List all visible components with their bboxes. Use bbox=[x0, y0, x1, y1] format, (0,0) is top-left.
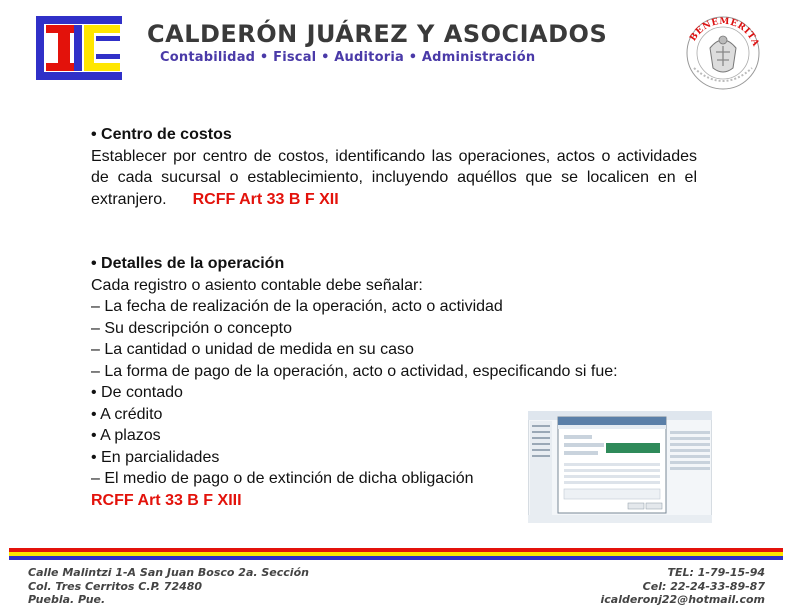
list-item: Cada registro o asiento contable debe señalar: bbox=[91, 276, 423, 294]
address-line: Calle Malintzi 1-A San Juan Bosco 2a. Sección bbox=[28, 566, 309, 579]
seal-text: BENEMERITA bbox=[688, 16, 761, 49]
section-title-centro-costos: • Centro de costos bbox=[91, 126, 232, 143]
footer-address bbox=[28, 566, 309, 607]
footer-stripe-blue bbox=[9, 556, 783, 560]
list-item: – La forma de pago de la operación, acto o actividad, especificando si fue: bbox=[91, 362, 618, 380]
contact-phone: TEL: 1-79-15-94 bbox=[667, 566, 765, 579]
university-seal bbox=[680, 8, 766, 94]
list-item: – Su descripción o concepto bbox=[91, 319, 293, 337]
address-line: Puebla. Pue. bbox=[28, 593, 106, 606]
list-item: • A plazos bbox=[91, 427, 161, 444]
list-item: • A crédito bbox=[91, 405, 163, 423]
contact-email: icalderonj22@hotmail.com bbox=[600, 593, 765, 606]
firm-logo bbox=[36, 16, 122, 80]
list-item: – La cantidad o unidad de medida en su caso bbox=[91, 341, 414, 358]
section-title-detalles: • Detalles de la operación bbox=[91, 255, 285, 272]
legal-reference: RCFF Art 33 B F XII bbox=[192, 190, 339, 208]
section-body-centro-costos bbox=[91, 146, 697, 211]
accounting-software-screenshot bbox=[528, 411, 712, 523]
address-line: Col. Tres Cerritos C.P. 72480 bbox=[28, 579, 203, 593]
firm-name: CALDERÓN JUÁREZ Y ASOCIADOS bbox=[147, 20, 608, 48]
list-item: – La fecha de realización de la operación, acto o actividad bbox=[91, 298, 503, 315]
footer-contact bbox=[600, 566, 765, 607]
list-item: • De contado bbox=[91, 384, 183, 401]
contact-cell: Cel: 22-24-33-89-87 bbox=[642, 579, 765, 593]
list-item: • En parcialidades bbox=[91, 448, 220, 466]
list-item: – El medio de pago o de extinción de dicha obligación bbox=[91, 470, 474, 487]
section-body-text: Establecer por centro de costos, identificando las operaciones, actos o actividades de cada sucursal o establecimiento, incluyendo aquéllos que se localicen en el extranjero. bbox=[91, 147, 697, 208]
legal-reference: RCFF Art 33 B F XIII bbox=[91, 491, 242, 509]
firm-tagline: Contabilidad • Fiscal • Auditoria • Administración bbox=[160, 50, 536, 65]
